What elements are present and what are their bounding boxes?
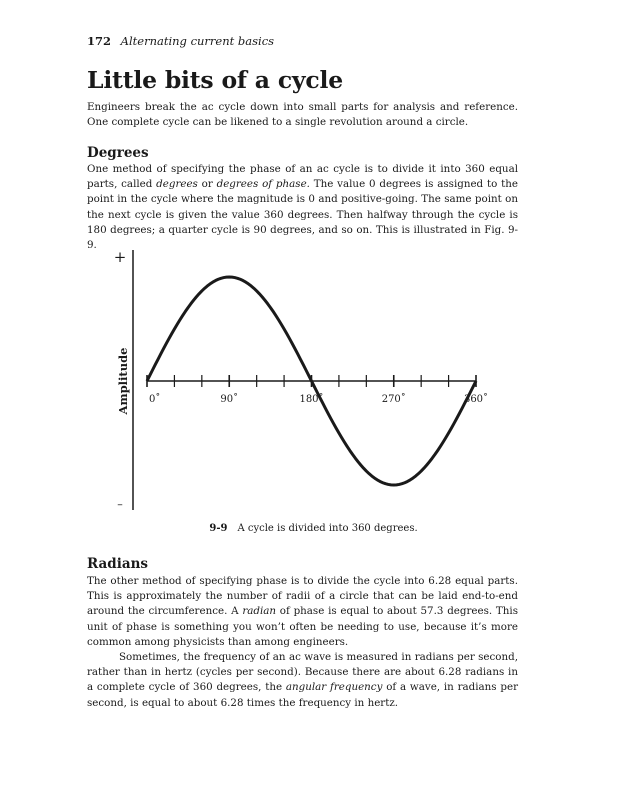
degrees-of-phase-term: degrees of phase. [216,178,310,191]
intro-paragraph: Engineers break the ac cycle down into small parts for analysis and reference. One complete cycle can be likened to a single revolution around a circle. [87,101,518,129]
degrees-text-a: One method of specifying the phase of an ac cycle is to divide it into 360 equal parts, called [87,163,518,191]
running-title: Alternating current basics [120,34,275,48]
tick-label-90: 90˚ [220,394,239,405]
degrees-term: degrees [156,178,198,191]
degrees-heading: Degrees [87,145,149,161]
tick-label-270: 270˚ [381,394,406,405]
tick-label-0: 0˚ [149,394,161,405]
page-number: 172 [87,34,112,48]
figure-caption-text: A cycle is divided into 360 degrees. [237,523,418,534]
angular-frequency-term: angular frequency [285,681,383,694]
radians-paragraph-1 [87,574,518,650]
sine-cycle-figure [0,240,627,520]
degrees-text-b: or [197,178,217,191]
tick-label-180: 180˚ [299,394,324,405]
plus-label: + [113,248,127,266]
running-header [87,34,274,48]
radians-heading: Radians [87,556,149,572]
section-title: Little bits of a cycle [87,66,343,94]
degrees-text-c: The value 0 degrees is assigned to the point in the cycle where the magnitude is 0 and positive-going. The same point on the next cycle is given the value 360 degrees. Then halfway through the cycle is 180 degrees; a quarter cycle is 90 degrees, and so on. This is illustrated in Fig. 9-9. [87,178,518,252]
radians-paragraph-2 [87,650,518,711]
amplitude-axis-label: Amplitude [116,347,130,415]
radians-text-b: of phase is equal to about 57.3 degrees. This unit of phase is something you won’t often be needing to use, because it’s more common among physicists than among engineers. [87,605,518,648]
tick-label-360: 360˚ [463,394,489,405]
figure-caption [0,523,627,534]
radians-p2-text-a: Sometimes, the frequency of an ac wave is measured in radians per second, rather than in hertz (cycles per second). Because there are about 6.28 radians in a complete cycle of 360 degrees, the [87,651,518,694]
figure-number: 9-9 [209,523,228,534]
radian-term: radian [242,605,277,618]
radians-p2-text-b: of a wave, in radians per second, is equal to about 6.28 times the frequency in hertz. [87,681,518,709]
radians-text-a: The other method of specifying phase is to divide the cycle into 6.28 equal parts. This is approximately the number of radii of a circle that can be laid end-to-end around the circumference. A [87,575,518,618]
minus-label: – [117,498,123,511]
